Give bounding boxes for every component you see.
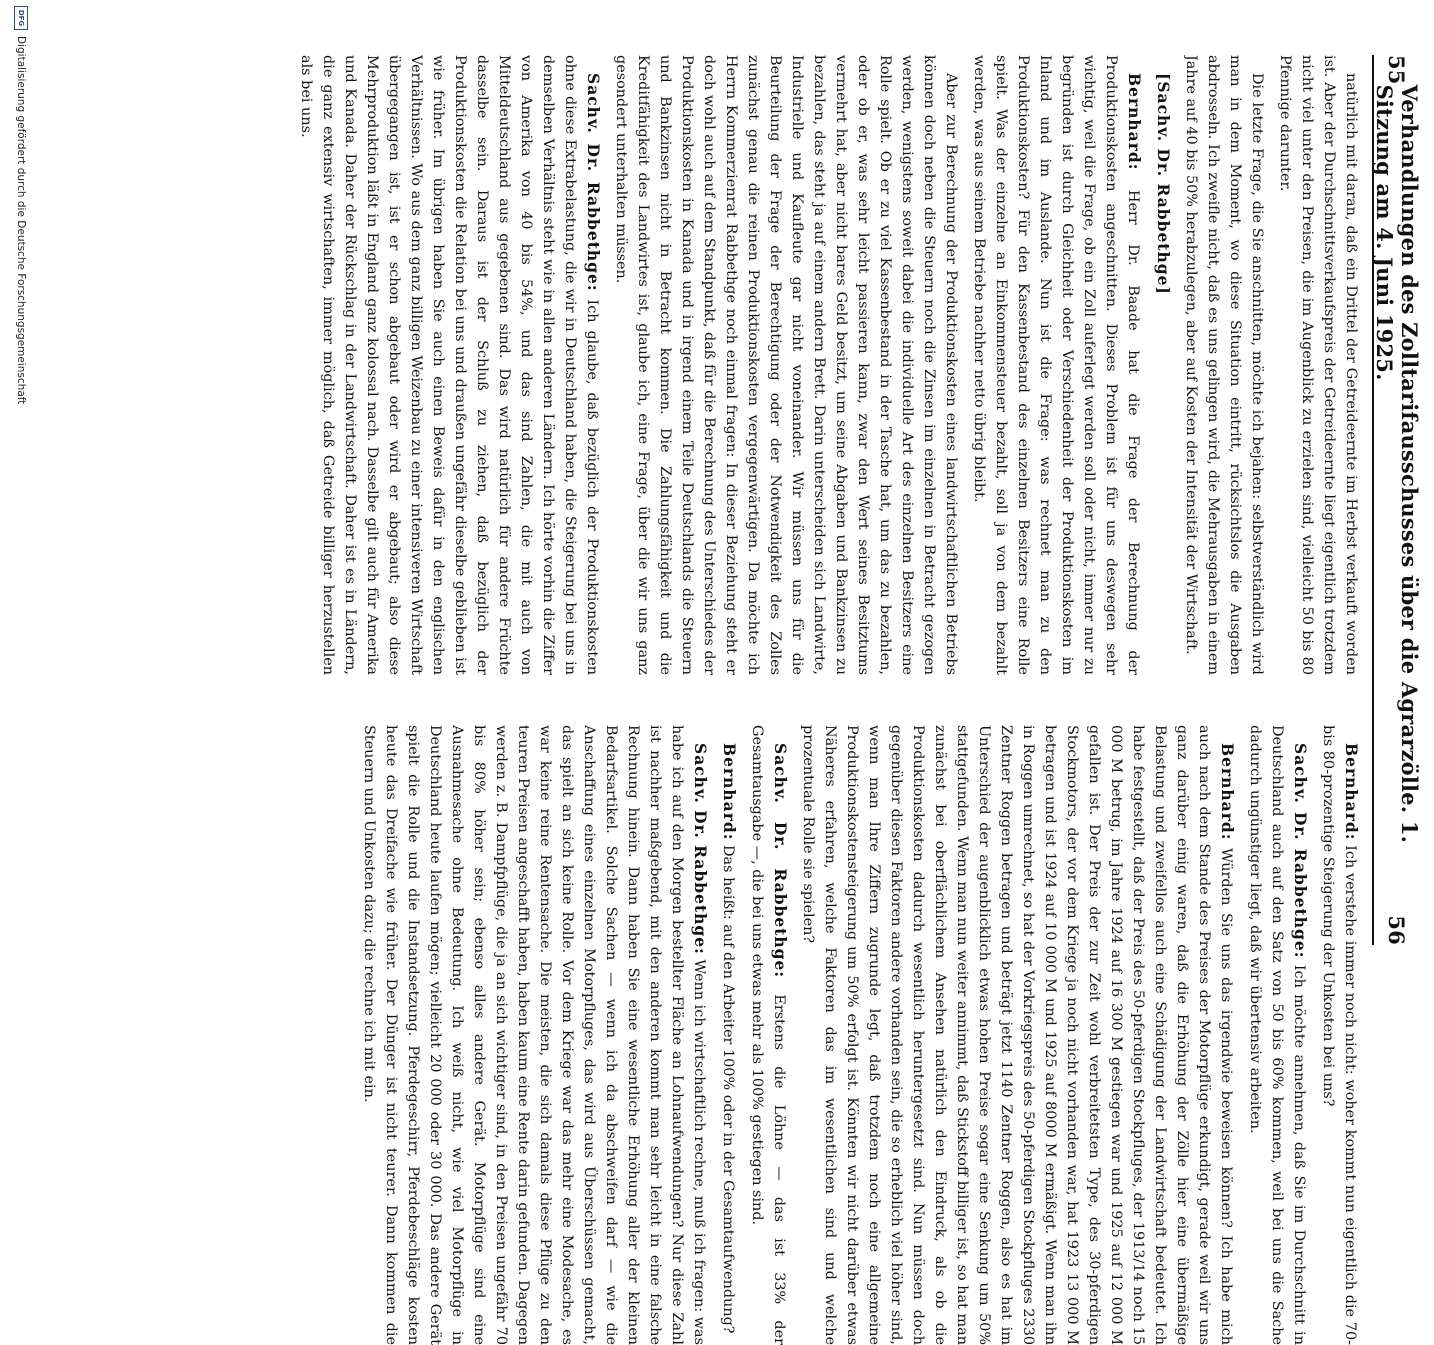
footer xyxy=(6,0,36,1006)
paragraph xyxy=(717,725,740,1345)
paragraph xyxy=(1180,55,1268,675)
right-page-number: 56 xyxy=(1384,915,1410,945)
paragraph-text: Ich verstehe immer noch nicht: woher kommt nun eigentlich die 70- bis 80-prozentige Steigerung der Unkosten bei uns? xyxy=(1320,725,1358,1345)
paragraph-text: Aber zur Berechnung der Produktionskosten eines landwirtschaftlichen Betriebs können doch neben die Steuern noch die Zinsen im einzelnen in Betracht gezogen werden, wenigstens soweit dabei die individuelle Art des einzelnen Besitzers eine Rolle spielt. Ob er zu viel Kassenbestand in der Tasche hat, um das zu bezahlen, oder ob er, was sehr leicht passieren kann, zwar den Wert seines Besitztums vermehrt hat, aber nicht bares Geld besitzt, um seine Abgaben und Bankzinsen zu bezahlen, das steht ja auf einem andern Brett. Darin unterscheiden sich Landwirte, Industrielle und Kaufleute gar nicht voneinander. Wir müssen uns für die Beurteilung der Frage der Berechtigung oder der Notwendigkeit des Zolles zunächst genau die reinen Produktionskosten vergegenwärtigen. Da möchte ich Herrn Kommerzienrat Rabbethge noch einmal fragen: In dieser Beziehung steht er doch wohl auch auf dem Standpunkt, daß für die Berechnung des Unterschiedes der Produktionskosten in Kanada und in irgend einem Teile Deutschlands die Steuern und Bankzinsen nicht in Betracht kommen. Die Zahlungsfähigkeit und die Kreditfähigkeit des Landwirtes ist, glaube ich, eine Frage, über die wir uns ganz gesondert unterhalten müssen. xyxy=(613,55,959,675)
speaker-name: Bernhard: xyxy=(720,743,739,841)
paragraph xyxy=(1317,725,1362,1345)
speaker-name: Bernhard: xyxy=(1125,73,1144,171)
dfg-logo: DFG xyxy=(14,6,28,30)
speaker-name: Sachv. Dr. Rabbethge: xyxy=(691,743,710,955)
speaker-name: Bernhard: xyxy=(1218,743,1237,841)
paragraph-text: Erstens die Löhne — das ist 33% der Gesamtausgabe —, die bei uns etwas mehr als 100% gestiegen sind. xyxy=(749,725,787,1345)
paragraph xyxy=(358,725,711,1345)
paragraph xyxy=(295,55,604,675)
header-title: Verhandlungen des Zolltarifausschusses über die Agrarzölle. 1. Sitzung am 4. Juni 1925. xyxy=(1372,84,1422,844)
left-column xyxy=(112,55,1362,675)
paragraph xyxy=(797,725,1238,1345)
paragraph xyxy=(1151,55,1174,675)
paragraph xyxy=(968,55,1145,675)
paragraph-text: Das heißt: auf den Arbeiter 100% oder in der Gesamtaufwendung? xyxy=(720,845,736,1334)
speaker-name: Sachv. Dr. Rabbethge: xyxy=(584,73,603,292)
left-page-number: 55 xyxy=(1384,55,1410,85)
paragraph xyxy=(746,725,791,1345)
paragraph-text: Ich möchte annehmen, daß Sie im Durchschnitt in Deutschland auch auf den Satz von 50 bis 60% kommen, weil bei uns die Sache dadurch ungünstiger liegt, daß wir übertensiv arbeiten. xyxy=(1247,725,1307,1345)
speaker-name: Bernhard: xyxy=(1342,743,1361,841)
paragraph xyxy=(1274,55,1362,675)
speaker-name: [Sachv. Dr. Rabbethge] xyxy=(1154,73,1173,295)
paragraph-text: Herr Dr. Baade hat die Frage der Berechnung der Produktionskosten angeschnitten. Dieses Problem ist für uns deswegen sehr wichtig, weil die Frage, ob ein Zoll auferlegt werden soll oder nicht, immer nur zu begründen ist durch Gleichheit oder Verschiedenheit der Produktionskosten im Inland und im Auslande. Nun ist die Frage: was rechnet man zu den Produktionskosten? Für den Kassenbestand des einzelnen Besitzers eine Rolle spielt. Was der einzelne an Einkommensteuer bezahlt, soll ja von dem bezahlt werden, was aus seinem Betriebe nachher netto übrig bleibt. xyxy=(971,55,1141,675)
page-header xyxy=(1372,55,1422,945)
paragraph xyxy=(610,55,962,675)
speaker-name: Sachv. Dr. Rabbethge: xyxy=(771,743,790,979)
paragraph xyxy=(1244,725,1311,1345)
paragraph-text: Wenn ich wirtschaftlich rechne, muß ich fragen: was habe ich auf den Morgen bestellter Fläche an Lohnaufwendungen? Nur diese Zahl ist nachher maßgebend, mit den anderen kommt man sehr leicht in eine falsche Rechnung hinein. Dann haben Sie eine wesentliche Erhöhung aller der kleinen Bedarfsartikel. Solche Sachen — wenn ich da abschweifen darf — wie die Anschaffung eines einzelnen Motorpfluges, das wird aus Überschüssen gemacht, das spielt an sich keine Rolle. Vor dem Kriege war das mehr eine Modesache, es war keine reine Rentensache. Die meisten, die sich damals diese Pflüge zu den teuren Preisen angeschafft haben, haben kaum eine Rente darin gefunden. Dagegen werden z. B. Dampfpflüge, die ja an sich wichtiger sind, in den Preisen ungefähr 70 bis 80% höher sein; ebenso alles andere Gerät. Motorpflüge sind eine Ausnahmesache ohne Bedeutung. Ich weiß nicht, wie viel Motorpflüge in Deutschland heute laufen mögen; vielleicht 20 000 oder 30 000. Das andere Gerät spielt die Rolle und die Instandsetzung. Pferdegeschirr, Pferdebeschläge kosten heute das Dreifache wie früher. Der Dünger ist nicht teurer. Dann kommen die Steuern und Unkosten dazu; die rechne ich mit ein. xyxy=(361,725,707,1345)
right-column xyxy=(112,725,1362,1345)
paragraph-text: Die letzte Frage, die Sie anschnitten, möchte ich bejahen: selbstverständlich wird man in dem Moment, wo diese Situation eintritt, rücksichtslos die Ausgaben abdrosseln. Ich zweifle nicht, daß es uns gelingen wird, die Mehrausgaben in einem Jahre auf 40 bis 50% herabzulegen, aber auf Kosten der Intensität der Wirtschaft. xyxy=(1183,55,1265,675)
speaker-name: Sachv. Dr. Rabbethge: xyxy=(1291,743,1310,959)
paragraph-text: Ich glaube, daß bezüglich der Produktionskosten ohne diese Extrabelastung, die wir in Deutschland haben, die Steigerung bei uns in demselben Verhältnis steht wie in allen anderen Ländern. Ich hörte vorhin die Ziffer von Amerika von 40 bis 54%, und das sind Zahlen, die mit auch von Mitteldeutschland aus gegebenen sind. Das wird natürlich für andere Früchte dasselbe sein. Daraus ist der Schluß zu ziehen, daß bezüglich der Produktionskosten die Relation bei uns und draußen ungefähr dieselbe geblieben ist wie früher. Im übrigen haben Sie auch einen Beweis dafür in den englischen Verhältnissen. Wo aus dem ganz billigen Weizenbau zu einer intensiveren Wirtschaft übergegangen ist, ist er schon abgebaut oder wird er abgebaut; also diese Mehrproduktion läßt in England ganz kolossal nach. Dasselbe gilt auch für Amerika und Kanada. Daher der Rückschlag in der Landwirtschaft. Daher ist es in Ländern, die ganz extensiv wirtschaften, immer möglich, daß Getreide billiger herzustellen als bei uns. xyxy=(298,55,600,675)
paragraph-text: natürlich mit daran, daß ein Drittel der Getreideernte im Herbst verkauft worden ist. Aber der Durchschnittsverkaufspreis der Getreideernte liegt eigentlich trotzdem nicht viel unter den Preisen, die im Augenblick zu erzielen sind, vielleicht 50 bis 80 Pfennige darunter. xyxy=(1277,55,1359,675)
header-rule xyxy=(1372,55,1374,945)
paragraph-text: Würden Sie uns das irgendwie beweisen können? Ich habe mich auch nach dem Stande des Preises der Motorpflüge erkundigt, gerade weil wir uns ganz darüber einig waren, daß die Erhöhung der Zölle hier eine übermäßige Belastung und zweifellos auch eine Schädigung der Landwirtschaft bedeutet. Ich habe festgestellt, daß der Preis des 50-pferdigen Stockpfluges, der 1913/14 noch 15 000 M betrug, im Jahre 1924 auf 16 300 M gestiegen war und 1925 auf 12 000 M gefallen ist. Der Preis der zur Zeit wohl verbreitetsten Type, des 30-pferdigen Stockmotors, der vor dem Kriege ja noch nicht vorhanden war, hat 1923 13 000 M betragen und ist 1924 auf 10 000 M und 1925 auf 8000 M ermäßigt. Wenn man ihn in Roggen umrechnet, so hat der Vorkriegspreis des 50-pferdigen Stockpfluges 2330 Zentner Roggen betragen und beträgt jetzt 1140 Zentner Roggen, also es hat im Unterschied der augenblicklich etwas hohen Preise sogar eine Senkung um 50% stattgefunden. Wenn man nun weiter annimmt, daß Stickstoff billiger ist, so hat man zunächst bei oberflächlichem Ansehen natürlich den Eindruck, als ob die Produktionskosten dadurch wesentlich heruntergesetzt sind. Nun müssen doch gegenüber diesen Faktoren andere vorhanden sein, die so erheblich viel höher sind, wenn man Ihre Ziffern zugrunde legt, daß trotzdem noch eine allgemeine Produktionskostensteigerung um 50% erfolgt ist. Könnten wir nicht darüber etwas Näheres erfahren, welche Faktoren das im wesentlichen sind und welche prozentuale Rolle sie spielen? xyxy=(800,725,1234,1345)
footer-text: Digitalisierung gefördert durch die Deutsche Forschungsgemeinschaft xyxy=(15,36,27,405)
